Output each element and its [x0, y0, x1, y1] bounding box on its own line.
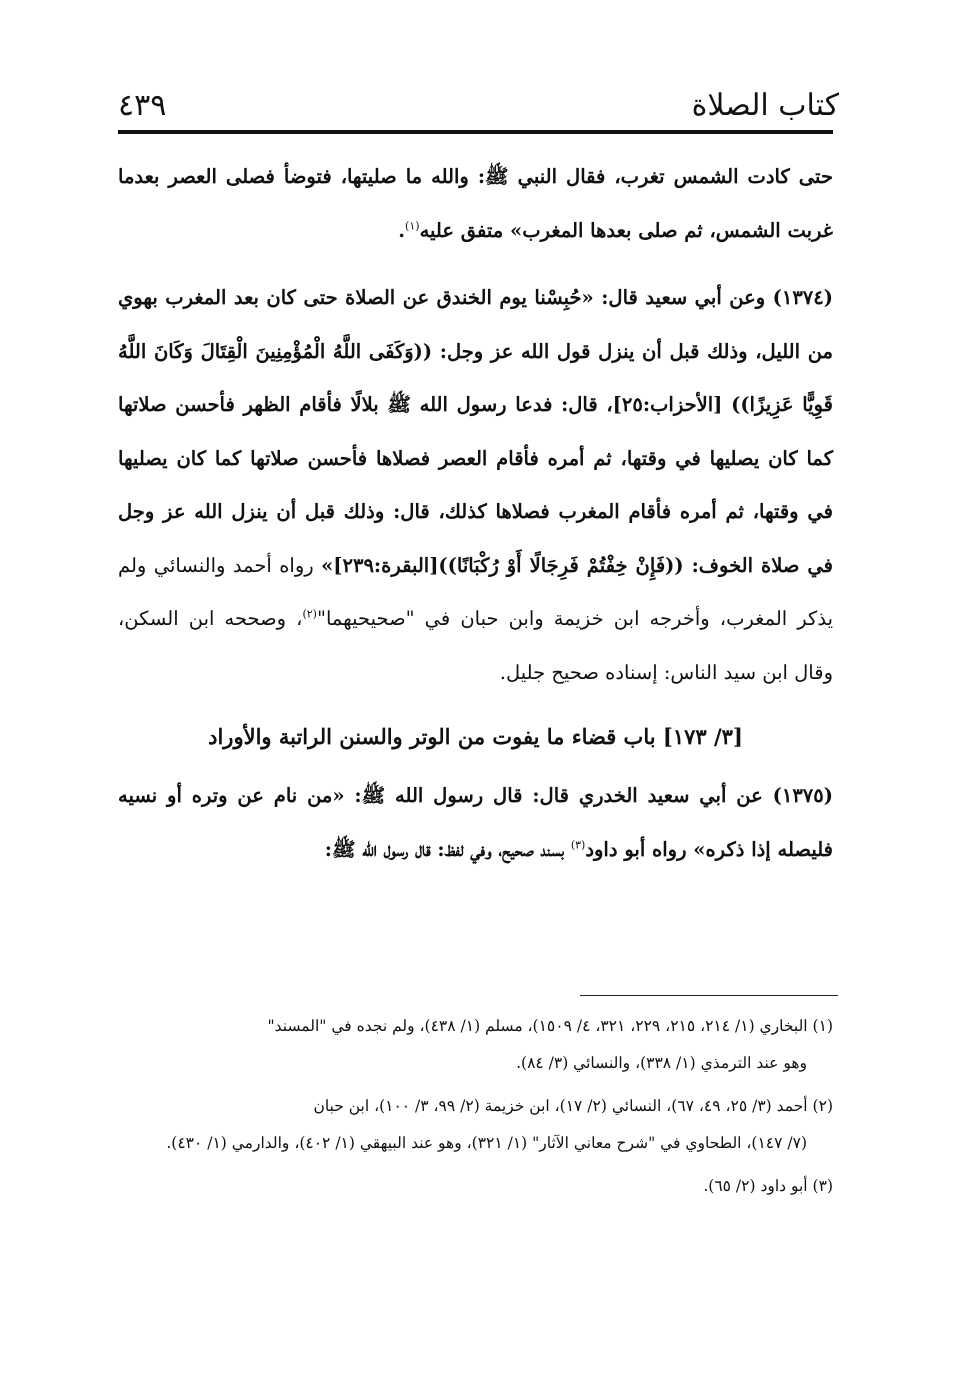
- paragraph-1374-text: (١٣٧٤) وعن أبي سعيد قال: «حُبِسْنا يوم الخندق عن الصلاة حتى كان بعد المغرب بهوي من الليل، وذلك قبل أن ينزل قول الله عز وجل: ((وَكَفَى اللَّهُ الْمُؤْمِنِينَ الْقِتَالَ وَكَانَ اللَّهُ قَوِيًّا عَزِيزًا)) [الأحزاب:٢٥]، قال: فدعا رسول الله ﷺ بلالًا فأقام الظهر فأحسن صلاتها كما كان يصليها في وقتها، ثم أمره فأقام العصر فصلاها فأحسن صلاتها كما كان يصليها في وقتها، ثم أمره فأقام المغرب فصلاها كذلك، قال: وذلك قبل أن ينزل الله عز وجل في صلاة الخوف: ((فَإِنْ خِفْتُمْ فَرِجَالًا أَوْ رُكْبَانًا))[البقرة:٢٣٩]»: [118, 286, 833, 577]
- main-text: [118, 150, 833, 876]
- footnote-1-continued: وهو عند الترمذي (١/ ٣٣٨)، والنسائي (٣/ ٨٤).: [516, 1054, 807, 1072]
- footnote-3: [118, 1168, 833, 1205]
- header-rule: [118, 130, 833, 134]
- footnote-ref-3: (٣): [570, 838, 586, 851]
- footnote-separator: [580, 995, 838, 996]
- paragraph-1375-text: (١٣٧٥) عن أبي سعيد الخدري قال: قال رسول الله ﷺ: «من نام عن وتره أو نسيه فليصله إذا ذكره» رواه أبو داود: [118, 784, 833, 861]
- paragraph-1374: [118, 271, 833, 699]
- paragraph-1375-tail: بسند صحيح، وفي لفظ: قال رسول الله ﷺ:: [324, 837, 571, 861]
- footnotes: [118, 1008, 833, 1211]
- paragraph-1375: [118, 769, 833, 876]
- footnote-ref-1: (١): [405, 219, 420, 232]
- paragraph-1374-tail: ، وصححه ابن السكن، وقال ابن سيد الناس: إسناده صحيح جليل.: [118, 607, 833, 684]
- footnote-3-number: (٣): [812, 1177, 833, 1195]
- footnote-2-continued: (٧/ ١٤٧)، الطحاوي في "شرح معاني الآثار" (١/ ٣٢١)، وهو عند البيهقي (١/ ٤٠٢)، والدارمي (١/ ٤٣٠).: [166, 1134, 807, 1152]
- footnote-2: [118, 1088, 833, 1162]
- paragraph-1-text: حتى كادت الشمس تغرب، فقال النبي ﷺ: والله ما صليتها، فتوضأ فصلى العصر بعدما غربت الشمس، ثم صلى بعدها المغرب» متفق عليه: [118, 165, 833, 242]
- footnote-3-text: أبو داود (٢/ ٦٥).: [703, 1177, 808, 1195]
- footnote-2-number: (٢): [812, 1097, 833, 1115]
- footnote-1-text: البخاري (١/ ٢١٤، ٢١٥، ٢٢٩، ٣٢١، ٤/ ١٥٠٩)، مسلم (١/ ٤٣٨)، ولم نجده في "المسند": [267, 1017, 808, 1035]
- footnote-2-text: أحمد (٣/ ٢٥، ٤٩، ٦٧)، النسائي (٢/ ١٧)، ابن خزيمة (٢/ ٩٩، ٣/ ١٠٠)، ابن حبان: [313, 1097, 808, 1115]
- footnote-ref-2: (٢): [302, 607, 317, 621]
- page-number: ٤٣٩: [118, 88, 167, 123]
- running-header: [118, 82, 839, 126]
- footnote-1-number: (١): [812, 1017, 833, 1035]
- chapter-title: كتاب الصلاة: [691, 88, 839, 123]
- section-heading: [٣/ ١٧٣] باب قضاء ما يفوت من الوتر والسنن الراتبة والأوراد: [208, 724, 743, 749]
- paragraph-1374-source: رواه أحمد والنسائي ولم يذكر المغرب، وأخرجه ابن خزيمة وابن حبان في "صحيحيهما": [118, 553, 833, 630]
- paragraph-1-tail: .: [398, 218, 406, 242]
- footnote-1: [118, 1008, 833, 1082]
- paragraph-1: [118, 150, 833, 257]
